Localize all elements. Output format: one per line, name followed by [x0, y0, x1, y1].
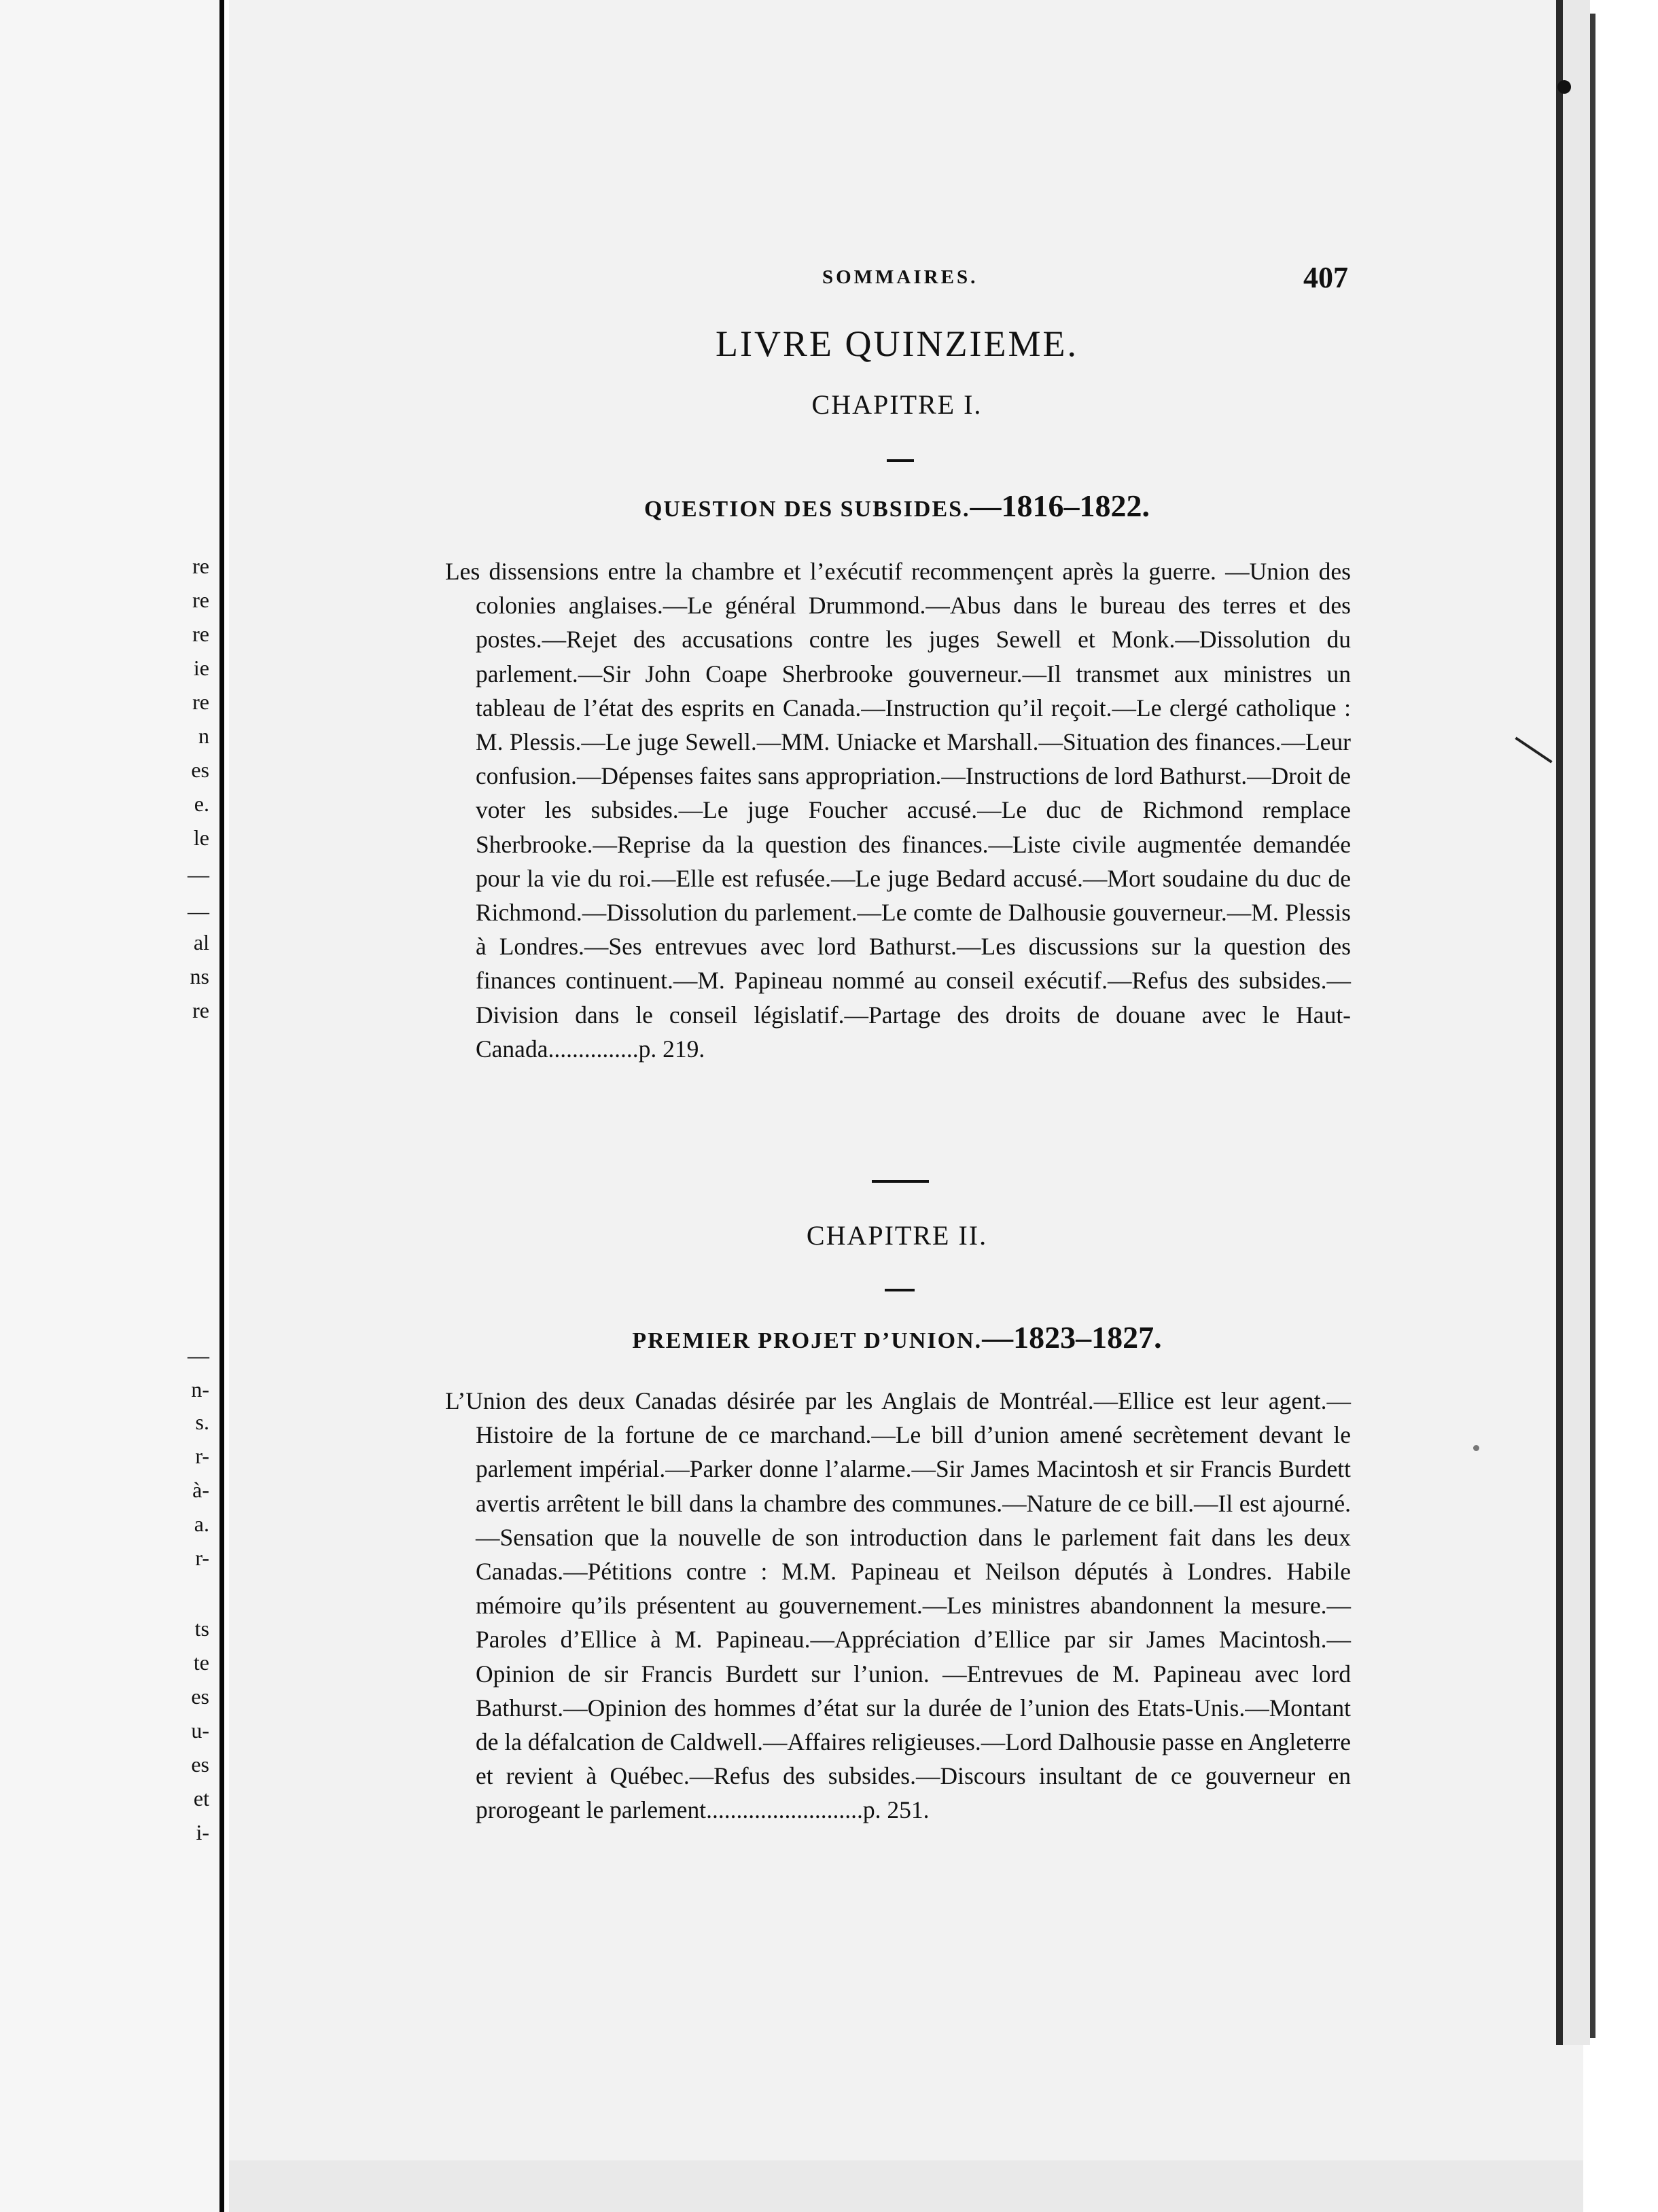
divider — [887, 459, 914, 462]
left-page-fragment: re — [192, 622, 209, 646]
left-page-fragment: ie — [193, 656, 209, 680]
page-edge-shadow — [1556, 0, 1563, 2045]
left-page-fragment: es — [191, 1684, 209, 1709]
divider — [872, 1180, 929, 1183]
left-page-fragment: r- — [195, 1444, 209, 1468]
summary-text: Les dissensions entre la chambre et l’exécutif recommençent après la guerre. —Union des colonies anglaises.—Le général Drummond.—Abus dans le bureau des terres et des postes.—Rejet des accusations contre les juges Sewell et Monk.—Dissolution du parlement.—Sir John Coape Sherbrooke gouverneur.—Il transmet aux ministres un tableau de l’état des esprits en Canada.—Instruction qu’il reçoit.—Le clergé catholique : M. Plessis.—Le juge Sewell.—MM. Uniacke et Marshall.—Situation des finances.—Leur confusion.—Dépenses faites sans appropriation.—Instructions de lord Bathurst.—Droit de voter les subsides.—Le juge Foucher accusé.—Le duc de Richmond remplace Sherbrooke.—Reprise da la question des finances.—Liste civile augmentée demandée pour la vie du roi.—Elle est refusée.—Le juge Bedard accusé.—Mort soudaine du duc de Richmond.—Dissolution du parlement.—Le comte de Dalhousie gouverneur.—M. Plessis à Londres.—Ses entrevues avec lord Bathurst.—Les discussions sur la question des finances continuent.—M. Papineau nommé au conseil exécutif.—Refus des subsides.—Division dans le conseil législatif.—Partage des droits de douane avec le Haut-Canada — [445, 558, 1351, 1063]
section-title-text: PREMIER PROJET D’UNION. — [632, 1328, 983, 1353]
chapter-summary — [445, 554, 1351, 1066]
chapter-heading: CHAPITRE II. — [806, 1220, 988, 1251]
left-page-fragment: — — [188, 1343, 209, 1368]
left-page-fragment: ts — [194, 1616, 209, 1641]
summary-text: L’Union des deux Canadas désirée par les Anglais de Montréal.—Ellice est leur agent.—Histoire de la fortune de ce marchand.—Le bill d’union amené secrètement devant le parlement impérial.—Parker donne l’alarme.—Sir James Macintosh et sir Francis Burdett avertis arrêtent le bill dans la chambre des communes.—Nature de ce bill.—Il est ajourné.—Sensation que la nouvelle de son introduction dans le parlement fait dans les deux Canadas.—Pétitions contre : M.M. Papineau et Neilson députés à Londres. Habile mémoire qu’ils présentent au gouvernement.—Les ministres abandonnent la mesure.—Paroles d’Ellice à M. Papineau.—Appréciation d’Ellice par sir James Macintosh.—Opinion de sir Francis Burdett sur l’union. —Entrevues de M. Papineau avec lord Bathurst.—Opinion des hommes d’état sur la durée de l’union des Etats-Unis.—Montant de la défalcation de Caldwell.—Affaires religieuses.—Lord Dalhousie passe en Angleterre et revient à Québec.—Refus des subsides.—Discours insultant de ce gouverneur en prorogeant le parlement — [445, 1387, 1351, 1824]
left-page-fragment: et — [193, 1786, 209, 1810]
left-page-fragment: u- — [191, 1718, 209, 1743]
divider — [885, 1289, 915, 1291]
left-page-fragment: a. — [194, 1512, 209, 1536]
left-page-fragment: le — [193, 825, 209, 850]
left-page-fragment: re — [192, 588, 209, 612]
ink-dot — [1473, 1445, 1479, 1451]
page-reference: ...............p. 219. — [548, 1035, 705, 1063]
left-page-fragment: à- — [192, 1478, 209, 1502]
left-page-fragment: es — [191, 757, 209, 782]
left-page-fragment: n — [198, 724, 209, 748]
left-page-fragment: re — [192, 554, 209, 578]
section-title — [435, 1319, 1359, 1355]
section-dates: —1816–1822. — [970, 488, 1150, 523]
left-page-fragment: n- — [191, 1377, 209, 1402]
left-page-fragment: i- — [196, 1820, 209, 1844]
left-page-fragment: s. — [195, 1410, 209, 1434]
page-bottom-shadow — [229, 2160, 1583, 2212]
left-page-fragment: al — [193, 930, 209, 955]
page-edge-stack — [1563, 0, 1590, 2045]
left-page-fragment: — — [188, 899, 209, 923]
ink-spot — [1557, 80, 1571, 94]
left-page-fragment: re — [192, 998, 209, 1022]
left-page-fragment: es — [191, 1752, 209, 1777]
chapter-heading: CHAPITRE I. — [811, 389, 983, 420]
left-page-fragment: ns — [190, 964, 209, 988]
chapter-summary — [445, 1384, 1351, 1827]
section-title-text: QUESTION DES SUBSIDES. — [643, 497, 970, 522]
scan-background — [1595, 0, 1658, 2212]
section-dates: —1823–1827. — [982, 1320, 1162, 1355]
left-page-fragment: e. — [194, 791, 209, 816]
page-number: 407 — [1303, 261, 1348, 294]
book-title: LIVRE QUINZIEME. — [716, 323, 1078, 364]
running-head: SOMMAIRES. — [822, 266, 978, 288]
left-page-fragment: te — [193, 1650, 209, 1675]
page-reference: ..........................p. 251. — [706, 1796, 930, 1824]
section-title — [435, 488, 1359, 524]
page-edge-shadow-outer — [1590, 14, 1595, 2038]
left-page-text-fragments — [0, 0, 217, 2212]
left-page-fragment: r- — [195, 1546, 209, 1570]
left-page-fragment: — — [188, 862, 209, 887]
left-page-fragment: re — [192, 690, 209, 714]
